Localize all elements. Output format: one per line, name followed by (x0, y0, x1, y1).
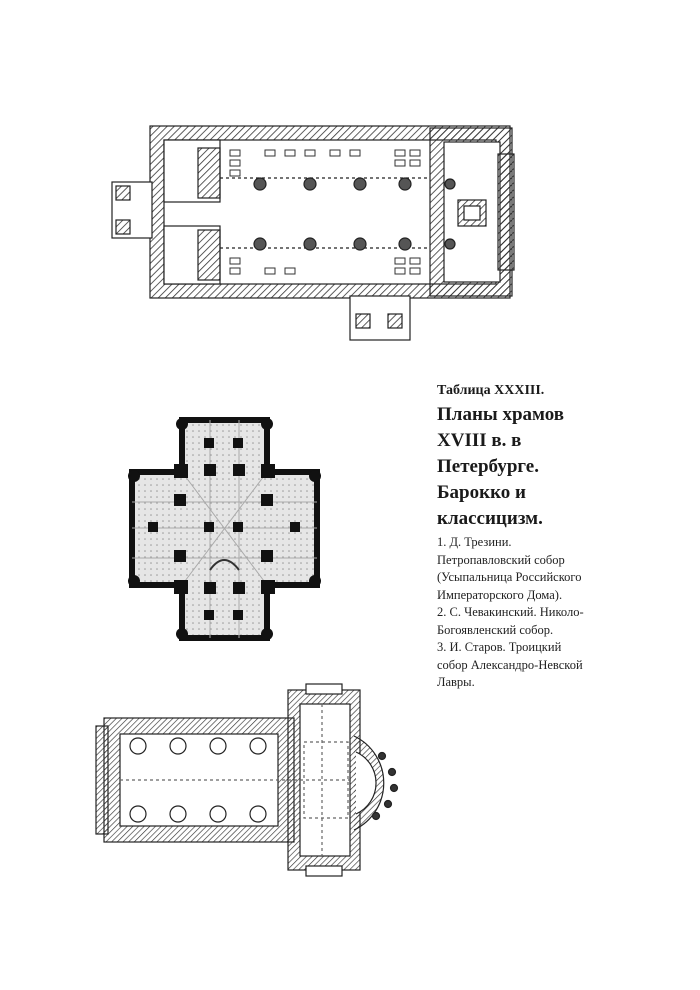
floor-plan-st-nicholas-cathedral (112, 410, 337, 650)
legend-line: собор Александро-Невской (437, 657, 583, 672)
legend-line: 2. С. Чевакинский. Николо- (437, 605, 584, 619)
plan-legend (437, 534, 637, 692)
legend-line: Петропавловский собор (437, 552, 565, 567)
legend-line: (Усыпальница Российского (437, 570, 582, 584)
plate-title-line: Петербурге. (437, 456, 539, 477)
legend-line: 3. И. Старов. Троицкий (437, 640, 562, 654)
legend-line: Лавры. (437, 675, 475, 689)
plate-title-line: Планы храмов (437, 404, 565, 425)
floor-plan-peter-paul-cathedral (100, 108, 540, 348)
legend-line: 1. Д. Трезини. (437, 535, 512, 549)
legend-line: Императорского Дома). (437, 587, 563, 602)
plate-title (437, 402, 637, 532)
plate-title-line: Барокко и (437, 482, 526, 503)
plate-number: Таблица XXXIII. (437, 383, 545, 398)
plate-title-line: классицизм. (437, 508, 543, 529)
plate-caption (437, 382, 637, 692)
floor-plan-trinity-cathedral (92, 680, 417, 880)
legend-line: Богоявленский собор. (437, 622, 554, 637)
plate-title-line: XVIII в. в (437, 430, 522, 451)
